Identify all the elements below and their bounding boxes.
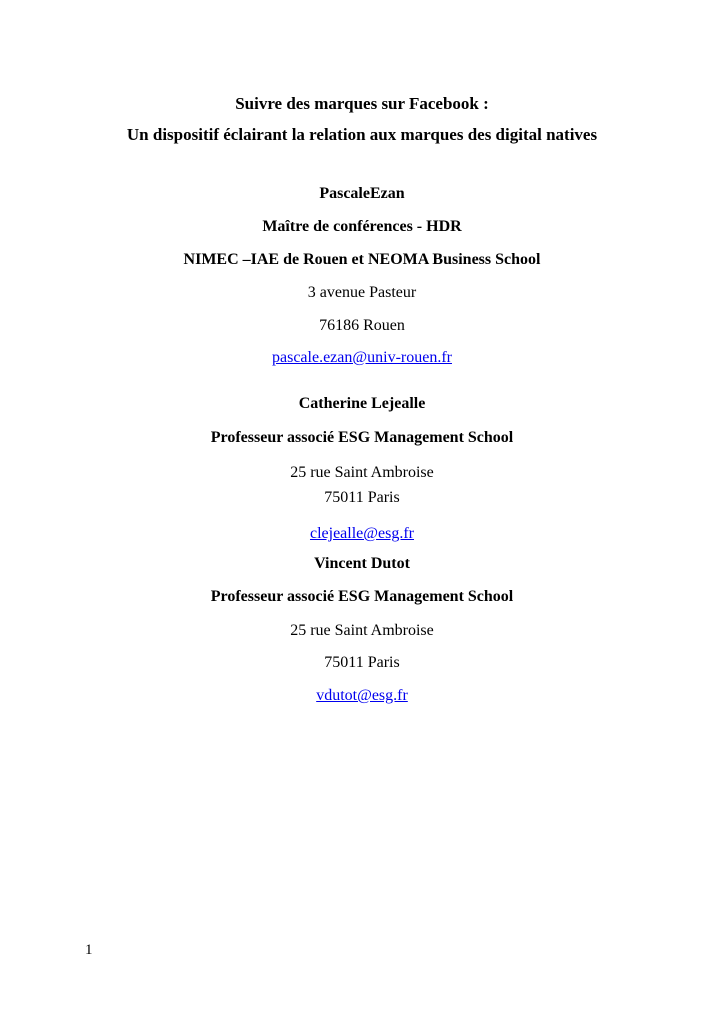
page-number: 1 (85, 942, 93, 958)
author-email-link[interactable]: pascale.ezan@univ-rouen.fr (272, 349, 452, 366)
author-address-line2: 75011 Paris (324, 489, 400, 506)
author-block-catherine-lejealle (0, 393, 724, 544)
author-email-link[interactable]: vdutot@esg.fr (316, 687, 408, 704)
author-address-line2: 75011 Paris (324, 654, 400, 671)
paper-title-line1: Suivre des marques sur Facebook : (235, 94, 489, 113)
author-block-pascale-ezan (0, 183, 724, 368)
author-name: PascaleEzan (319, 185, 405, 202)
author-block-vincent-dutot (0, 553, 724, 706)
author-email-link[interactable]: clejealle@esg.fr (309, 525, 414, 542)
author-email-line (60, 685, 664, 706)
author-email-line (60, 523, 664, 544)
author-address-line1: 3 avenue Pasteur (307, 284, 417, 301)
author-name: Catherine Lejealle (298, 395, 426, 412)
author-role: Professeur associé ESG Management School (210, 588, 514, 605)
author-address-line2: 76186 Rouen (319, 317, 405, 334)
author-name: Vincent Dutot (314, 555, 410, 572)
author-email-line (60, 347, 664, 368)
author-affiliation: NIMEC –IAE de Rouen et NEOMA Business School (183, 251, 541, 268)
author-address-line1: 25 rue Saint Ambroise (290, 622, 434, 639)
paper-title (0, 93, 724, 145)
author-address-line1: 25 rue Saint Ambroise (290, 464, 434, 481)
author-role: Maître de conférences - HDR (262, 218, 462, 235)
paper-title-line2: Un dispositif éclairant la relation aux marques des digital natives (126, 125, 598, 144)
author-role: Professeur associé ESG Management School (210, 429, 514, 446)
